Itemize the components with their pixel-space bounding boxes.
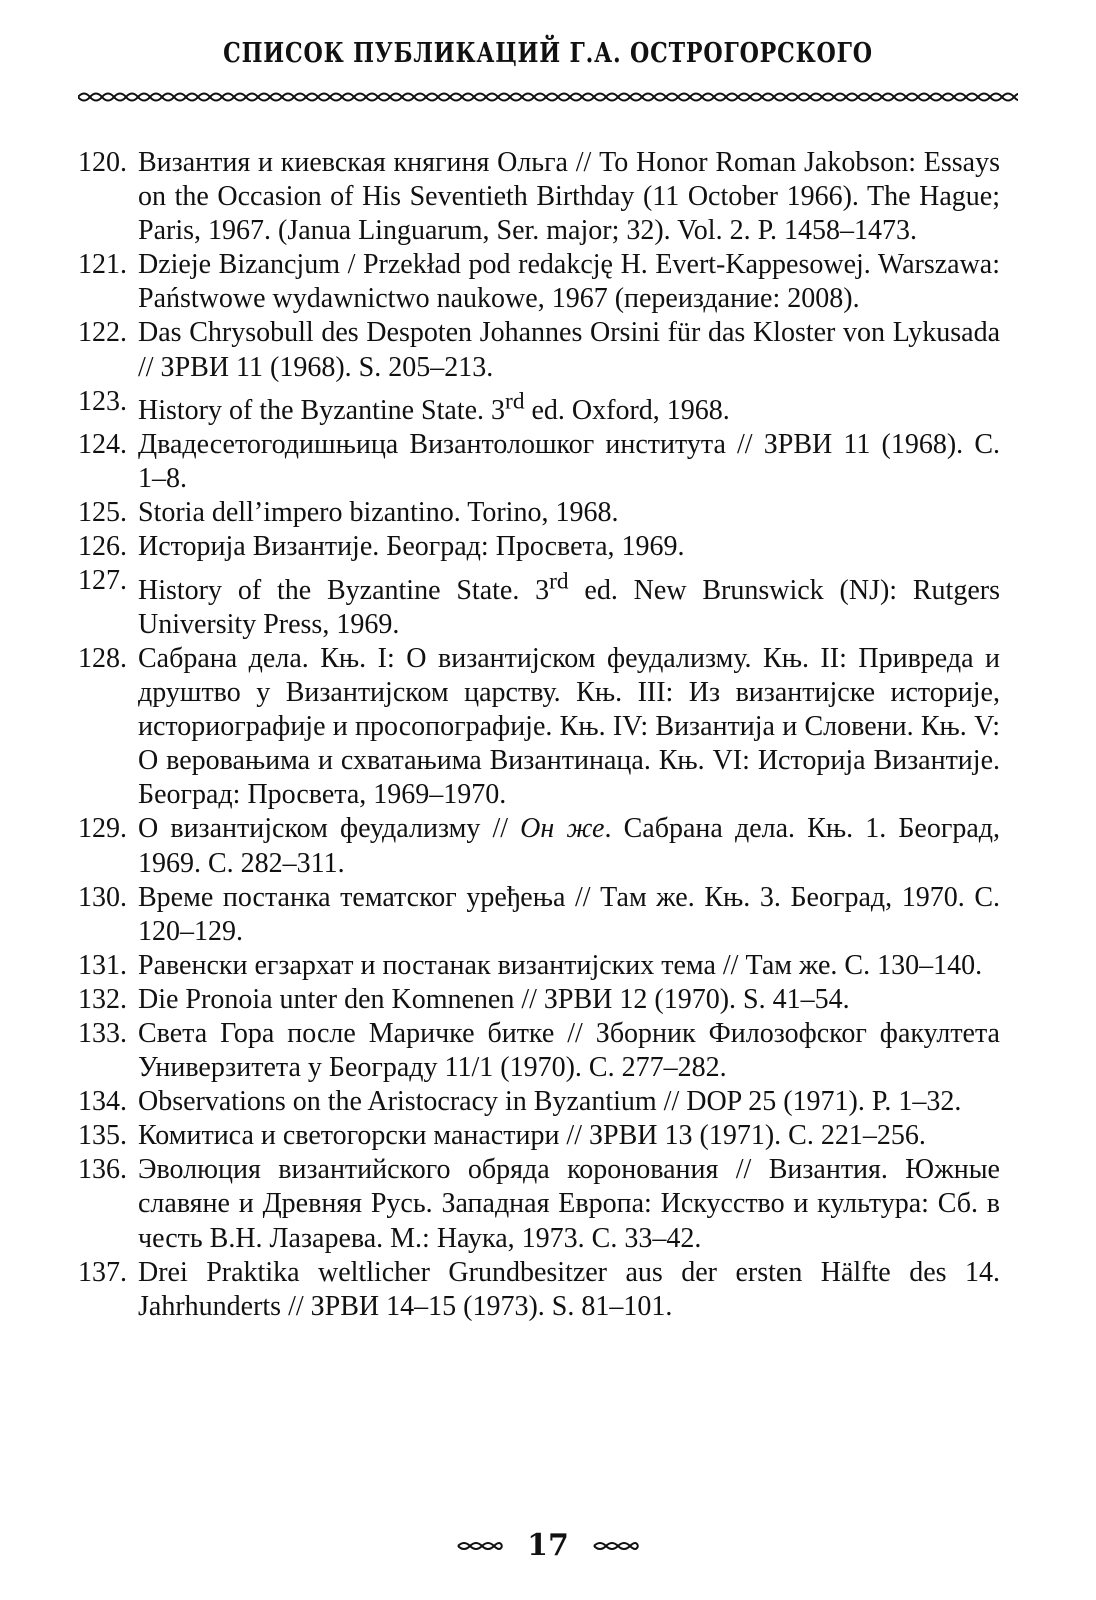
entry-number: 129. [78, 813, 127, 845]
entry-text: Историја Византије. Београд: Просвета, 1969. [138, 531, 685, 563]
running-header: СПИСОК ПУБЛИКАЦИЙ Г.А. ОСТРОГОРСКОГО [223, 38, 873, 69]
page-number: 17 [527, 1528, 569, 1564]
entry-text: Равенски егзархат и постанак византијских тема // Там же. С. 130–140. [138, 949, 983, 981]
bibliography-entry [78, 983, 1000, 1017]
entry-number: 133. [78, 1018, 127, 1049]
entry-text: Света Гора после Маричке битке // Зборник Филозофског факултета Универзитета у Београду 11/1 (1970). С. 277–282. [138, 1018, 1000, 1084]
entry-text: Эволюция византийского обряда коронования // Византия. Южные славяне и Древняя Русь. Западная Европа: Искусство и культура: Сб. в честь В.Н. Лазарева. М.: Наука, 1973. С. 33–42. [138, 1154, 1000, 1254]
entry-text: Византия и киевская княгиня Ольга // To Honor Roman Jakobson: Essays on the Occasion of His Seventieth Birthday (11 October 1966). The Hague; Paris, 1967. (Janua Linguarum, Ser. major; 32). Vol. 2. P. 1458–1473. [138, 147, 1000, 247]
bibliography-entry [78, 812, 1000, 880]
entry-number: 131. [78, 949, 127, 981]
bibliography-entry [78, 564, 1000, 642]
entry-text: History of the Byzantine State. 3rd ed. New Brunswick (NJ): Rutgers University Press, 1969. [138, 568, 1000, 640]
footer-ornament-left [456, 1540, 504, 1552]
bibliography-entry [78, 1017, 1000, 1085]
entry-number: 128. [78, 642, 127, 674]
entry-number: 130. [78, 881, 127, 913]
entry-number: 122. [78, 317, 127, 349]
entry-text: Storia dell’impero bizantino. Torino, 1968. [138, 497, 619, 529]
bibliography-entry [78, 316, 1000, 384]
header-ornament-band [78, 90, 1018, 104]
page-footer [0, 1528, 1096, 1563]
bibliography-entry [78, 146, 1000, 248]
bibliography-entry [78, 248, 1000, 316]
entry-number: 134. [78, 1086, 127, 1118]
entry-number: 123. [78, 385, 127, 417]
entry-text: Двадесетогодишњица Византолошког института // ЗРВИ 11 (1968). С. 1–8. [138, 429, 1000, 495]
entry-number: 120. [78, 147, 127, 178]
entry-text: О византијском феудализму // Он же. Сабрана дела. Књ. 1. Београд, 1969. С. 282–311. [138, 813, 1000, 879]
entry-text: Време постанка тематског уређења // Там же. Књ. 3. Београд, 1970. С. 120–129. [138, 881, 1000, 947]
entry-number: 124. [78, 429, 127, 461]
entry-text: Drei Praktika weltlicher Grundbesitzer aus der ersten Hälfte des 14. Jahrhunderts // ЗРВИ 14–15 (1973). S. 81–101. [138, 1256, 1000, 1322]
bibliography-entry [78, 642, 1000, 812]
entry-number: 125. [78, 497, 127, 529]
bibliography-entry [78, 1119, 1000, 1153]
entry-number: 132. [78, 983, 127, 1015]
entry-text: History of the Byzantine State. 3rd ed. Oxford, 1968. [138, 388, 730, 426]
entry-number: 126. [78, 531, 127, 563]
bibliography-entry [78, 1153, 1000, 1255]
bibliography-entry [78, 881, 1000, 949]
entry-number: 127. [78, 565, 127, 597]
entry-text: Observations on the Aristocracy in Byzantium // DOP 25 (1971). P. 1–32. [138, 1086, 962, 1118]
bibliography-entry [78, 496, 1000, 530]
bibliography-entry [78, 1256, 1000, 1324]
entry-number: 121. [78, 249, 127, 281]
bibliography-entry [78, 385, 1000, 428]
bibliography-entry [78, 428, 1000, 496]
entry-number: 137. [78, 1256, 127, 1288]
entry-text: Das Chrysobull des Despoten Johannes Orsini für das Kloster von Lykusada // ЗРВИ 11 (1968). S. 205–213. [138, 317, 1000, 383]
footer-ornament-right [592, 1540, 640, 1552]
entry-number: 135. [78, 1120, 127, 1152]
entry-number: 136. [78, 1154, 127, 1186]
bibliography-entry [78, 1085, 1000, 1119]
entry-text: Комитиса и светогорски манастири // ЗРВИ 13 (1971). С. 221–256. [138, 1120, 926, 1152]
entry-text: Сабрана дела. Књ. I: О византијском феудализму. Књ. II: Привреда и друштво у Византијском царству. Књ. III: Из византијске историје, историографије и просопографије. Књ. IV: Византија и Словени. Књ. V: О веровањима и схватањима Византинаца. Књ. VI: Историја Византије. Београд: Просвета, 1969–1970. [138, 642, 1000, 811]
bibliography-entry [78, 949, 1000, 983]
bibliography-list [78, 146, 1000, 1324]
entry-text: Dzieje Bizancjum / Przekład pod redakcję H. Evert-Kappesowej. Warszawa: Państwowe wydawnictwo naukowe, 1967 (переиздание: 2008). [138, 249, 1000, 315]
bibliography-entry [78, 530, 1000, 564]
entry-text: Die Pronoia unter den Komnenen // ЗРВИ 12 (1970). S. 41–54. [138, 983, 850, 1015]
